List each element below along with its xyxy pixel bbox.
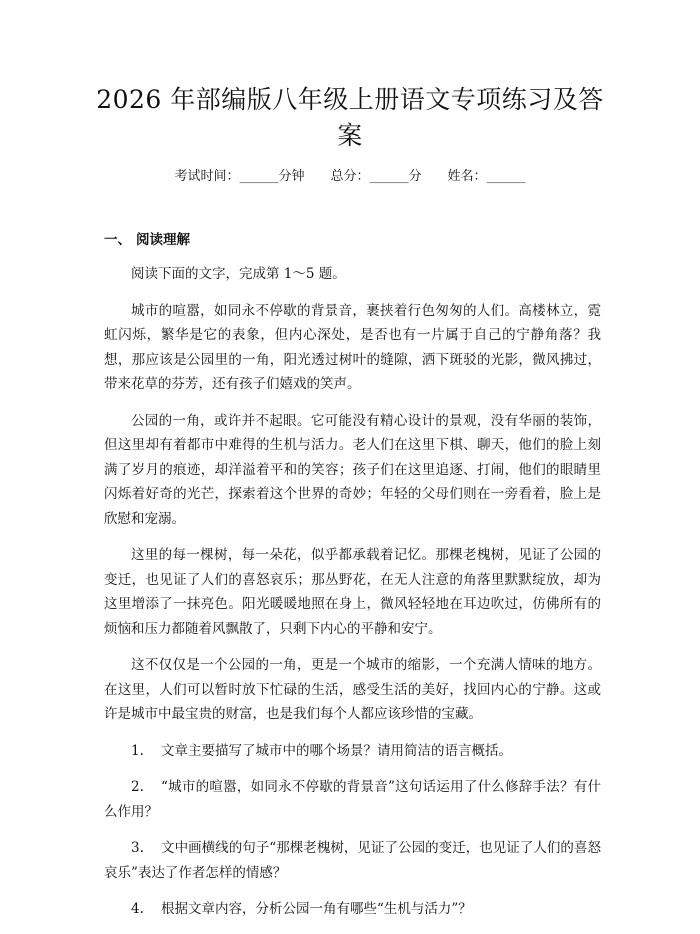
passage-paragraph-1: 城市的喧嚣，如同永不停歇的背景音，裹挟着行色匆匆的人们。高楼林立，霓虹闪烁，繁华是它的表象，但内心深处，是否也有一片属于自己的宁静角落？我想，那应该是公园里的一角，阳光透过树叶的缝隙，洒下斑驳的光影，微风拂过，带来花草的芬芳，还有孩子们嬉戏的笑声。 bbox=[104, 302, 601, 392]
question-2 bbox=[104, 775, 601, 824]
question-number: 1. bbox=[131, 742, 144, 759]
section-number: 一、 bbox=[104, 232, 131, 248]
passage-paragraph-2: 公园的一角，或许并不起眼。它可能没有精心设计的景观，没有华丽的装饰，但这里却有着都市中难得的生机与活力。老人们在这里下棋、聊天，他们的脸上刻满了岁月的痕迹，却洋溢着平和的笑容；孩子们在这里追逐、打闹，他们的眼睛里闪烁着好奇的光芒，探索着这个世界的奇妙；年轻的父母们则在一旁看着，脸上是欣慰和宠溺。 bbox=[104, 412, 601, 527]
exam-meta-line bbox=[0, 168, 700, 186]
question-text: 根据文章内容，分析公园一角有哪些“生机与活力”？ bbox=[161, 901, 472, 917]
total-score-field: 总分：______分 bbox=[330, 169, 422, 184]
reading-content bbox=[104, 262, 601, 934]
question-3 bbox=[104, 836, 601, 885]
question-number: 3. bbox=[131, 840, 144, 856]
question-4 bbox=[104, 897, 601, 922]
question-text: 文中画横线的句子“那棵老槐树，见证了公园的变迁，也见证了人们的喜怒哀乐”表达了作者怎样的情感？ bbox=[104, 840, 601, 881]
question-text: “城市的喧嚣，如同永不停歇的背景音”这句话运用了什么修辞手法？有什么作用？ bbox=[104, 779, 601, 820]
exam-time-field: 考试时间：______分钟 bbox=[174, 169, 305, 184]
question-text: 文章主要描写了城市中的哪个场景？请用简洁的语言概括。 bbox=[161, 742, 512, 759]
document-title: 2026 年部编版八年级上册语文专项练习及答案 bbox=[96, 85, 604, 150]
passage-paragraph-3: 这里的每一棵树，每一朵花，似乎都承载着记忆。那棵老槐树，见证了公园的变迁，也见证了人们的喜怒哀乐；那丛野花，在无人注意的角落里默默绽放，却为这里增添了一抹亮色。阳光暖暖地照在身上，微风轻轻地在耳边吹过，仿佛所有的烦恼和压力都随着风飘散了，只剩下内心的平静和安宁。 bbox=[104, 547, 601, 637]
question-1 bbox=[104, 739, 601, 764]
passage-paragraph-4: 这不仅仅是一个公园的一角，更是一个城市的缩影，一个充满人情味的地方。在这里，人们可以暂时放下忙碌的生活，感受生活的美好，找回内心的宁静。这或许是城市中最宝贵的财富，也是我们每个人都应该珍惜的宝藏。 bbox=[104, 657, 601, 722]
student-name-field: 姓名：______ bbox=[447, 169, 526, 184]
section-title: 阅读理解 bbox=[136, 232, 190, 248]
reading-instruction: 阅读下面的文字，完成第 1～5 题。 bbox=[131, 266, 346, 282]
question-number: 2. bbox=[131, 779, 144, 795]
question-number: 4. bbox=[131, 901, 144, 917]
section-heading bbox=[104, 230, 190, 250]
